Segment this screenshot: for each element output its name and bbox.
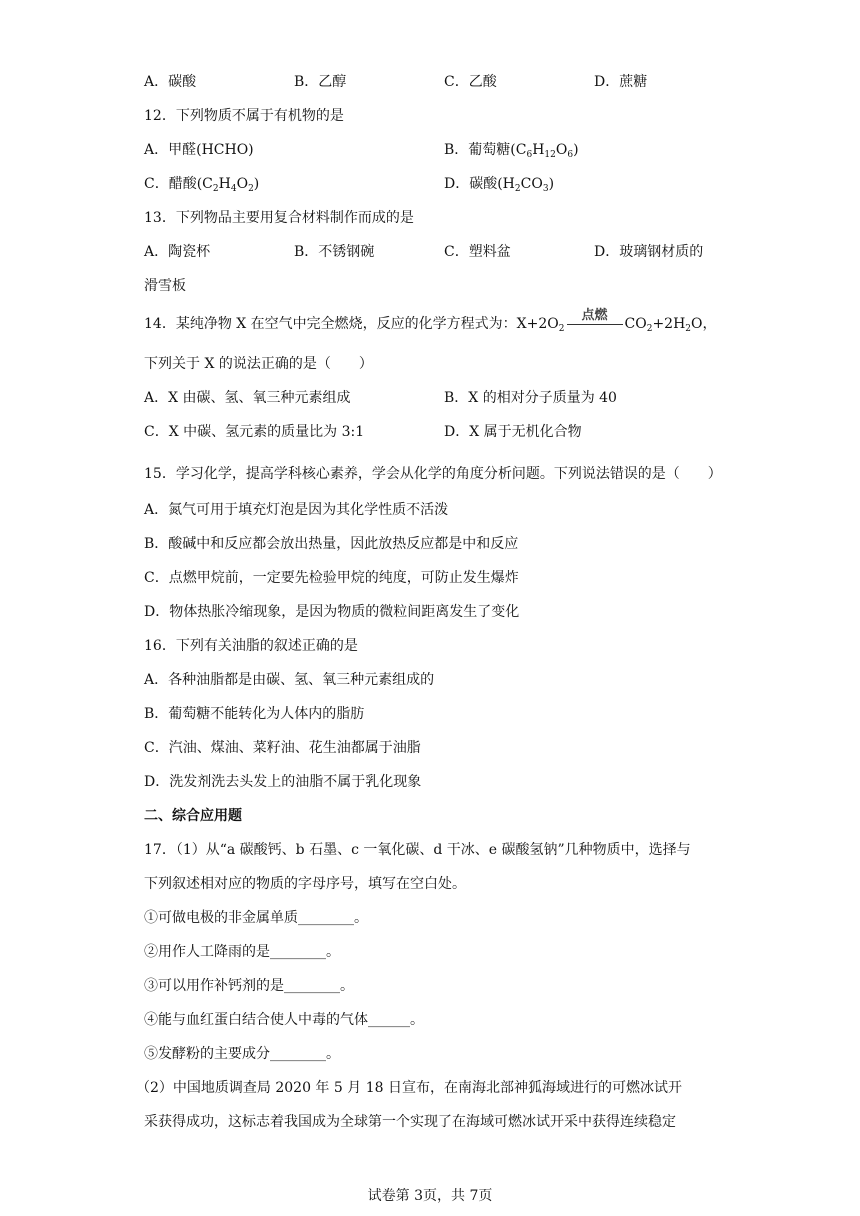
- q16-option-a: A．各种油脂都是由碳、氢、氧三种元素组成的: [144, 672, 435, 688]
- q14-stem-2: 下列关于 X 的说法正确的是（ ）: [144, 356, 373, 372]
- q12-option-b: B．葡萄糖$(C_6H_{12}O_6)$: [444, 142, 579, 160]
- q13-option-a: A．陶瓷杯: [144, 244, 211, 260]
- q11-option-c: C．乙酸: [444, 74, 497, 90]
- q15-stem: 15．学习化学，提高学科核心素养，学会从化学的角度分析问题。下列说法错误的是（ ）: [144, 466, 722, 482]
- q13-stem: 13．下列物品主要用复合材料制作而成的是: [144, 210, 414, 226]
- reaction-arrow: [565, 308, 625, 334]
- page-footer: 试卷第 3页，共 7页: [367, 1188, 493, 1204]
- q12-option-a: A．甲醛(HCHO): [144, 142, 254, 158]
- q13-option-b: B．不锈钢碗: [294, 244, 375, 260]
- q14-option-a: A．X 由碳、氢、氧三种元素组成: [144, 390, 351, 406]
- q13-option-d-cont: 滑雪板: [144, 278, 186, 294]
- q17-item-2: ②用作人工降雨的是________。: [144, 944, 340, 960]
- q17-line-1: 17．（1）从“a 碳酸钙、b 石墨、c 一氧化碳、d 干冰、e 碳酸氢钠”几种物质中，选择与: [144, 842, 691, 858]
- q15-option-a: A．氮气可用于填充灯泡是因为其化学性质不活泼: [144, 502, 449, 518]
- q13-option-c: C．塑料盆: [444, 244, 511, 260]
- q13-option-d: D．玻璃钢材质的: [594, 244, 704, 260]
- q17-line-2: 下列叙述相对应的物质的字母序号，填写在空白处。: [144, 876, 466, 892]
- q11-option-b: B．乙醇: [294, 74, 347, 90]
- q16-option-b: B．葡萄糖不能转化为人体内的脂肪: [144, 706, 365, 722]
- q16-option-c: C．汽油、煤油、菜籽油、花生油都属于油脂: [144, 740, 421, 756]
- q14-option-c: C．X 中碳、氢元素的质量比为 3:1: [144, 424, 365, 440]
- q12-option-c: C．醋酸$(C_2H_4O_2)$: [144, 176, 260, 194]
- q11-option-d: D．蔗糖: [594, 74, 648, 90]
- q12-option-d: D．碳酸$(H_2CO_3)$: [444, 176, 555, 194]
- q16-stem: 16．下列有关油脂的叙述正确的是: [144, 638, 358, 654]
- q17-item-3: ③可以用作补钙剂的是________。: [144, 978, 354, 994]
- q15-option-d: D．物体热胀冷缩现象，是因为物质的微粒间距离发生了变化: [144, 604, 520, 620]
- q15-option-c: C．点燃甲烷前，一定要先检验甲烷的纯度，可防止发生爆炸: [144, 570, 519, 586]
- q17-part2-line-2: 采获得成功，这标志着我国成为全球第一个实现了在海域可燃冰试开采中获得连续稳定: [144, 1114, 676, 1130]
- q11-option-a: A．碳酸: [144, 74, 197, 90]
- reaction-condition: 点燃: [581, 308, 608, 323]
- q12-stem: 12．下列物质不属于有机物的是: [144, 108, 344, 124]
- q17-item-1: ①可做电极的非金属单质________。: [144, 910, 368, 926]
- q17-item-4: ④能与血红蛋白结合使人中毒的气体______。: [144, 1012, 424, 1028]
- q17-part2-line-1: （2）中国地质调查局 2020 年 5 月 18 日宣布，在南海北部神狐海域进行的可燃冰试开: [136, 1080, 682, 1096]
- q16-option-d: D．洗发剂洗去头发上的油脂不属于乳化现象: [144, 774, 422, 790]
- q17-item-5: ⑤发酵粉的主要成分________。: [144, 1046, 340, 1062]
- q14-stem: 14．某纯净物 X 在空气中完全燃烧，反应的化学方程式为：$X+2O_2$ 点燃 $CO_2+2H_2O$，: [144, 308, 717, 334]
- section-title: 二、综合应用题: [144, 808, 242, 824]
- q14-option-d: D．X 属于无机化合物: [444, 424, 582, 440]
- q14-option-b: B．X 的相对分子质量为 40: [444, 390, 617, 406]
- q15-option-b: B．酸碱中和反应都会放出热量，因此放热反应都是中和反应: [144, 536, 519, 552]
